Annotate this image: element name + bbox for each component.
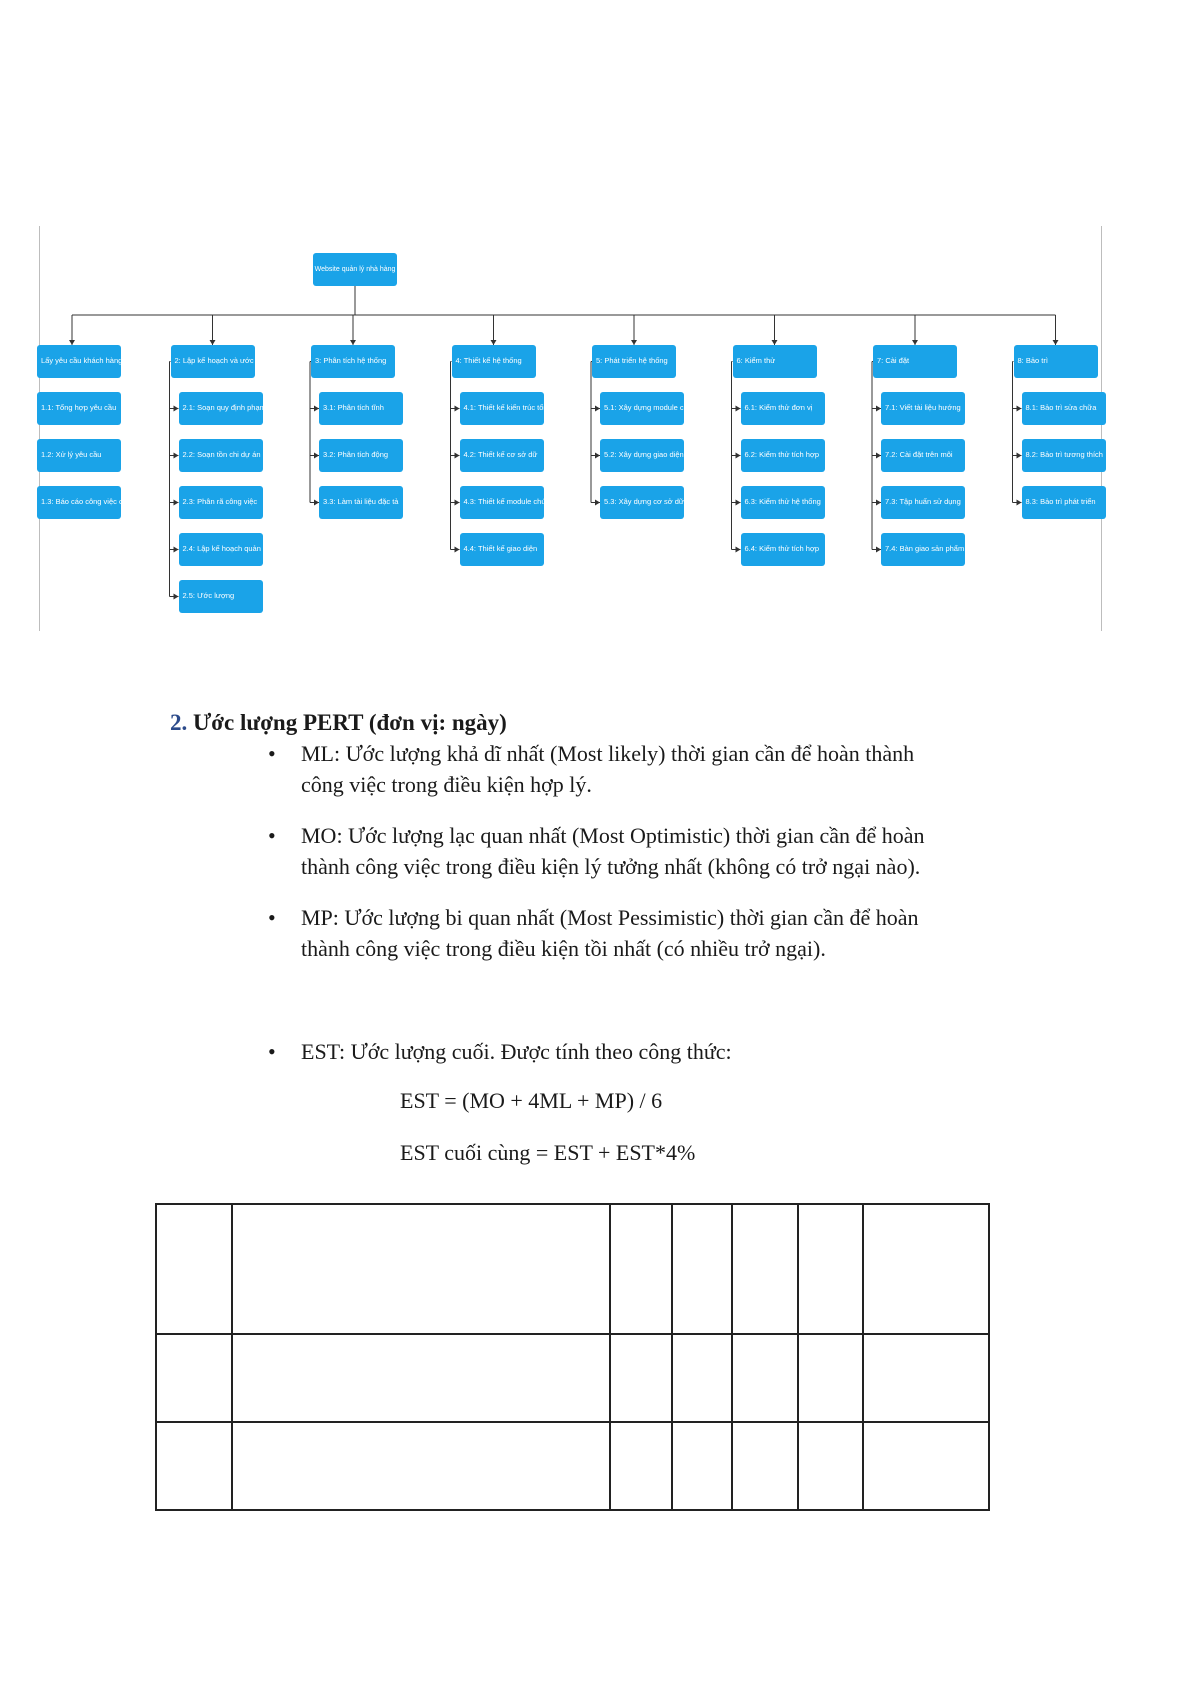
- wbs-task-node: 3.2: Phân tích động: [319, 439, 403, 472]
- arrow-head: [1017, 406, 1022, 412]
- table-cell: [156, 1204, 232, 1334]
- bullet-ml-line1: ML: Ước lượng khả dĩ nhất (Most likely) thời gian cần để hoàn thành: [301, 741, 915, 766]
- arrow-head: [455, 500, 460, 506]
- section-number: 2.: [170, 710, 188, 735]
- arrow-head: [736, 547, 741, 553]
- wbs-connectors: [39, 226, 1102, 631]
- wbs-phase-node: 3: Phân tích hệ thống: [311, 345, 395, 378]
- wbs-task-node: 8.1: Bảo trì sửa chữa: [1022, 392, 1106, 425]
- table-cell: [672, 1422, 732, 1510]
- wbs-phase-node: 8: Bảo trì: [1014, 345, 1098, 378]
- table-row: [156, 1334, 989, 1422]
- wbs-task-node: 7.3: Tập huấn sử dụng: [881, 486, 965, 519]
- arrow-head: [455, 406, 460, 412]
- table-cell: [610, 1422, 672, 1510]
- wbs-phase-node: 4: Thiết kế hệ thống: [452, 345, 536, 378]
- table-cell: [672, 1334, 732, 1422]
- section-title: Ước lượng PERT (đơn vị: ngày): [193, 710, 507, 735]
- wbs-task-node: 2.1: Soạn quy định phạm vi: [179, 392, 263, 425]
- arrow-head: [174, 500, 179, 506]
- bullet-mp-line1: MP: Ước lượng bi quan nhất (Most Pessimistic) thời gian cần để hoàn: [301, 905, 919, 930]
- arrow-head: [174, 453, 179, 459]
- wbs-task-node: 6.2: Kiểm thử tích hợp: [741, 439, 825, 472]
- table-cell: [610, 1334, 672, 1422]
- wbs-task-node: 4.4: Thiết kế giao diện: [460, 533, 544, 566]
- bullet-dot: •: [268, 1039, 276, 1064]
- wbs-task-node: 7.1: Viết tài liệu hướng: [881, 392, 965, 425]
- wbs-root-node: Website quản lý nhà hàng: [313, 253, 397, 286]
- wbs-task-node: 1.2: Xử lý yêu cầu: [37, 439, 121, 472]
- pert-table: [155, 1203, 990, 1511]
- wbs-task-node: 7.2: Cài đặt trên môi: [881, 439, 965, 472]
- bullet-mo: [268, 820, 1008, 882]
- wbs-task-node: 2.3: Phân rã công việc: [179, 486, 263, 519]
- table-cell: [610, 1204, 672, 1334]
- wbs-phase-node: Lấy yêu cầu khách hàng: [37, 345, 121, 378]
- table-cell: [732, 1422, 798, 1510]
- definition-list: [268, 738, 1008, 1067]
- wbs-task-node: 5.3: Xây dựng cơ sở dữ: [600, 486, 684, 519]
- wbs-task-node: 2.4: Lập kế hoạch quản lí dự: [179, 533, 263, 566]
- wbs-phase-node: 2: Lập kế hoạch và ước: [171, 345, 255, 378]
- table-cell: [156, 1334, 232, 1422]
- bullet-mo-line1: MO: Ước lượng lạc quan nhất (Most Optimistic) thời gian cần để hoàn: [301, 823, 925, 848]
- section-heading: [170, 710, 507, 736]
- wbs-phase-node: 5: Phát triển hệ thống: [592, 345, 676, 378]
- wbs-task-node: 7.4: Bàn giao sản phẩm cuối: [881, 533, 965, 566]
- table-cell: [863, 1204, 989, 1334]
- bullet-mp-line2: thành công việc trong điều kiện tồi nhất (có nhiều trở ngại).: [301, 936, 826, 961]
- bullet-mo-line2: thành công việc trong điều kiện lý tưởng nhất (không có trở ngại nào).: [301, 854, 921, 879]
- table-cell: [732, 1204, 798, 1334]
- wbs-task-node: 8.3: Bảo trì phát triển: [1022, 486, 1106, 519]
- bullet-dot: •: [268, 741, 276, 766]
- wbs-task-node: 6.1: Kiểm thử đơn vị: [741, 392, 825, 425]
- arrow-head: [1017, 453, 1022, 459]
- arrow-head: [1017, 500, 1022, 506]
- wbs-task-node: 5.2: Xây dựng giao diện: [600, 439, 684, 472]
- table-cell: [156, 1422, 232, 1510]
- formula-est-final: EST cuối cùng = EST + EST*4%: [400, 1140, 696, 1165]
- arrow-head: [736, 500, 741, 506]
- table-cell: [672, 1204, 732, 1334]
- arrow-head: [455, 453, 460, 459]
- table-row: [156, 1422, 989, 1510]
- wbs-phase-node: 7: Cài đặt: [873, 345, 957, 378]
- wbs-chart: [39, 226, 1102, 631]
- wbs-task-node: 2.5: Ước lượng: [179, 580, 263, 613]
- arrow-head: [455, 547, 460, 553]
- table-cell: [232, 1204, 610, 1334]
- table-cell: [863, 1422, 989, 1510]
- arrow-head: [736, 453, 741, 459]
- bullet-est-line1: EST: Ước lượng cuối. Được tính theo công thức:: [301, 1039, 732, 1064]
- table-cell: [798, 1204, 863, 1334]
- arrow-head: [174, 406, 179, 412]
- bullet-dot: •: [268, 905, 276, 930]
- table-cell: [732, 1334, 798, 1422]
- table-cell: [863, 1334, 989, 1422]
- wbs-task-node: 3.3: Làm tài liệu đặc tả: [319, 486, 403, 519]
- arrow-head: [174, 547, 179, 553]
- bullet-mp: [268, 902, 1008, 964]
- wbs-task-node: 4.3: Thiết kế module chức: [460, 486, 544, 519]
- bullet-dot: •: [268, 823, 276, 848]
- table-row: [156, 1204, 989, 1334]
- wbs-task-node: 4.2: Thiết kế cơ sở dữ: [460, 439, 544, 472]
- wbs-task-node: 6.4: Kiểm thử tích hợp: [741, 533, 825, 566]
- wbs-task-node: 2.2: Soạn tồn chi dự án: [179, 439, 263, 472]
- wbs-task-node: 8.2: Bảo trì tương thích: [1022, 439, 1106, 472]
- wbs-task-node: 1.3: Báo cáo công việc cuối: [37, 486, 121, 519]
- table-cell: [798, 1334, 863, 1422]
- table-cell: [232, 1422, 610, 1510]
- wbs-task-node: 5.1: Xây dựng module chức: [600, 392, 684, 425]
- table-cell: [232, 1334, 610, 1422]
- wbs-phase-node: 6: Kiểm thử: [733, 345, 817, 378]
- arrow-head: [736, 406, 741, 412]
- formula-est: EST = (MO + 4ML + MP) / 6: [400, 1088, 663, 1113]
- bullet-ml: [268, 738, 1008, 800]
- wbs-task-node: 6.3: Kiểm thử hệ thống: [741, 486, 825, 519]
- bullet-est: [268, 1036, 1008, 1067]
- table-cell: [798, 1422, 863, 1510]
- wbs-task-node: 4.1: Thiết kế kiến trúc tổng: [460, 392, 544, 425]
- wbs-task-node: 3.1: Phân tích tĩnh: [319, 392, 403, 425]
- arrow-head: [174, 594, 179, 600]
- bullet-ml-line2: công việc trong điều kiện hợp lý.: [301, 772, 592, 797]
- wbs-task-node: 1.1: Tổng hợp yêu cầu: [37, 392, 121, 425]
